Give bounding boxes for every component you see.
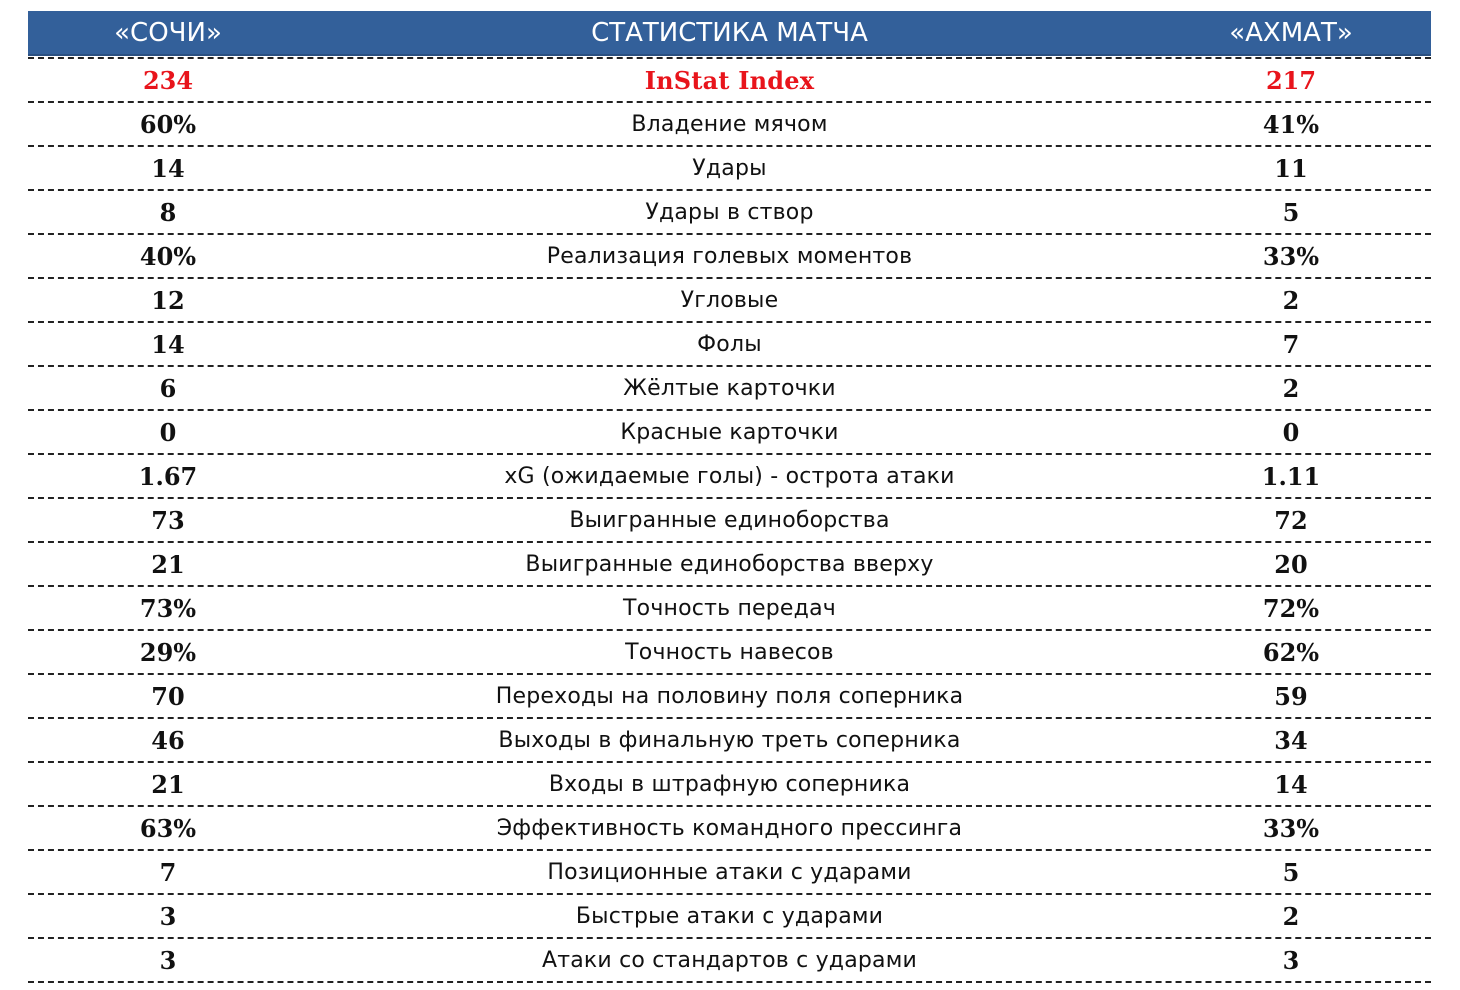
table-row: [28, 895, 1431, 939]
left-team-value: 73: [151, 505, 185, 535]
table-row: [28, 323, 1431, 367]
stat-label: Быстрые атаки с ударами: [575, 903, 884, 929]
match-stats-table: [28, 11, 1431, 983]
stat-label: Переходы на половину поля соперника: [495, 683, 964, 709]
left-team-name: «СОЧИ»: [114, 17, 222, 48]
left-team-value: 70: [151, 681, 185, 711]
right-team-value: 5: [1282, 857, 1300, 887]
stat-label: Атаки со стандартов с ударами: [541, 947, 918, 973]
left-team-value: 8: [159, 197, 177, 227]
left-team-value: 0: [159, 417, 177, 447]
left-team-value: 14: [151, 329, 185, 359]
left-team-value: 7: [159, 857, 177, 887]
table-row: [28, 411, 1431, 455]
left-team-value: 1.67: [138, 461, 198, 491]
left-team-value: 46: [151, 725, 185, 755]
table-row: [28, 631, 1431, 675]
stat-label: Эффективность командного прессинга: [496, 815, 963, 841]
table-row: [28, 851, 1431, 895]
left-team-value: 63%: [139, 813, 197, 843]
table-row: [28, 763, 1431, 807]
right-team-value: 34: [1274, 725, 1308, 755]
left-team-value: 3: [159, 945, 177, 975]
stat-label: Выходы в финальную треть соперника: [498, 727, 961, 753]
right-team-value: 72%: [1262, 593, 1320, 623]
right-team-name: «АХМАТ»: [1229, 17, 1353, 48]
left-team-value: 73%: [139, 593, 197, 623]
left-team-value: 3: [159, 901, 177, 931]
right-team-value: 7: [1282, 329, 1300, 359]
table-row: [28, 279, 1431, 323]
stat-label: Угловые: [680, 287, 779, 313]
left-team-value: 29%: [139, 637, 197, 667]
right-team-value: 20: [1274, 549, 1308, 579]
table-row: [28, 367, 1431, 411]
stat-label: Выигранные единоборства вверху: [525, 551, 934, 577]
table-row: [28, 147, 1431, 191]
stat-label: Точность передач: [623, 595, 836, 621]
left-team-value: 6: [159, 373, 177, 403]
table-row: [28, 499, 1431, 543]
stat-label: Жёлтые карточки: [623, 375, 836, 401]
right-team-value: 217: [1265, 65, 1317, 95]
stat-label: Фолы: [697, 331, 762, 357]
right-team-value: 0: [1282, 417, 1300, 447]
table-row: [28, 939, 1431, 983]
table-header: [28, 11, 1431, 56]
table-title: СТАТИСТИКА МАТЧА: [591, 17, 868, 48]
left-team-value: 21: [151, 549, 185, 579]
right-team-value: 1.11: [1261, 461, 1321, 491]
table-row: [28, 675, 1431, 719]
table-row: [28, 59, 1431, 103]
right-team-value: 14: [1274, 769, 1308, 799]
right-team-value: 2: [1282, 901, 1300, 931]
right-team-value: 2: [1282, 373, 1300, 403]
table-row: [28, 103, 1431, 147]
left-team-value: 40%: [139, 241, 197, 271]
stat-label: Владение мячом: [631, 111, 828, 137]
right-team-value: 62%: [1262, 637, 1320, 667]
table-row: [28, 455, 1431, 499]
right-team-value: 59: [1274, 681, 1308, 711]
left-team-value: 234: [142, 65, 194, 95]
stat-label: Реализация голевых моментов: [546, 243, 913, 269]
stat-label: Удары: [692, 155, 767, 181]
stat-label: Позиционные атаки с ударами: [547, 859, 912, 885]
left-team-value: 14: [151, 153, 185, 183]
right-team-value: 2: [1282, 285, 1300, 315]
table-row: [28, 587, 1431, 631]
right-team-value: 3: [1282, 945, 1300, 975]
stat-label: Красные карточки: [620, 419, 839, 445]
right-team-value: 72: [1274, 505, 1308, 535]
left-team-value: 12: [151, 285, 185, 315]
right-team-value: 5: [1282, 197, 1300, 227]
table-row: [28, 543, 1431, 587]
stat-label: Удары в створ: [645, 199, 814, 225]
stat-label: InStat Index: [644, 65, 815, 95]
right-team-value: 41%: [1262, 109, 1320, 139]
table-row: [28, 235, 1431, 279]
table-row: [28, 807, 1431, 851]
stat-label: Входы в штрафную соперника: [548, 771, 911, 797]
right-team-value: 11: [1274, 153, 1308, 183]
left-team-value: 60%: [139, 109, 197, 139]
table-row: [28, 719, 1431, 763]
table-row: [28, 191, 1431, 235]
left-team-value: 21: [151, 769, 185, 799]
stat-label: Точность навесов: [625, 639, 834, 665]
stat-label: xG (ожидаемые голы) - острота атаки: [504, 463, 955, 489]
stat-label: Выигранные единоборства: [569, 507, 890, 533]
right-team-value: 33%: [1262, 813, 1320, 843]
right-team-value: 33%: [1262, 241, 1320, 271]
stats-rows: [28, 57, 1431, 983]
